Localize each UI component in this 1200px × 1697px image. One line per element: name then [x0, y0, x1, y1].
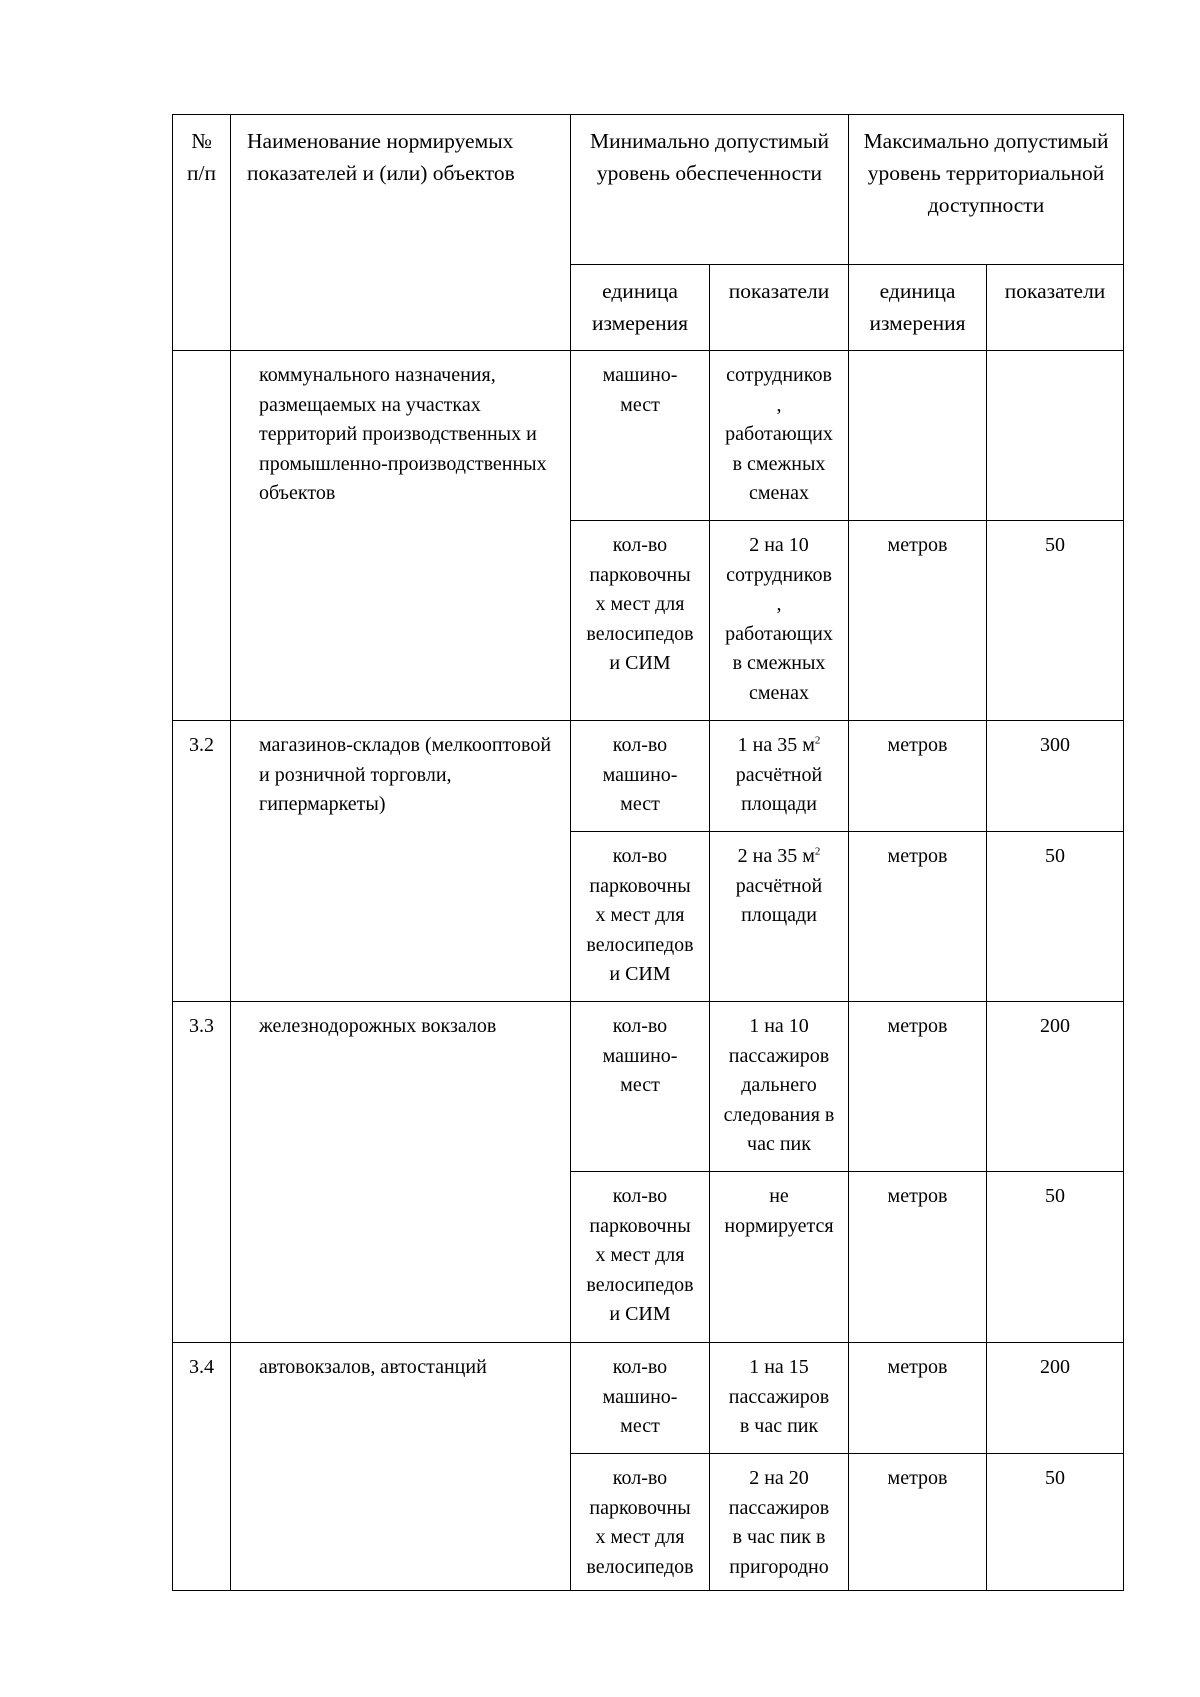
max-unit: метров	[849, 1172, 987, 1343]
object-name: железнодорожных вокзалов	[231, 1002, 571, 1343]
min-value: не нормируется	[710, 1172, 849, 1343]
min-value-text: расчётной площади	[735, 763, 823, 816]
max-value: 50	[987, 521, 1124, 721]
header-num: № п/п	[173, 115, 231, 351]
max-value: 200	[987, 1343, 1124, 1454]
min-value: 2 на 10 сотрудников , работающих в смежных сменах	[710, 521, 849, 721]
min-unit: машино- мест	[571, 351, 710, 521]
header-max-group: Максимально допустимый уровень территориальной доступности	[849, 115, 1124, 265]
min-unit: кол-во машино- мест	[571, 1002, 710, 1172]
max-value	[987, 351, 1124, 521]
max-unit: метров	[849, 1002, 987, 1172]
norms-table	[172, 114, 1124, 1591]
min-value: 1 на 15 пассажиров в час пик	[710, 1343, 849, 1454]
object-name: коммунального назначения, размещаемых на участках территорий производственных и промышленно-производственных объектов	[231, 351, 571, 721]
max-value: 300	[987, 721, 1124, 832]
row-number	[173, 351, 231, 721]
header-max-value: показатели	[987, 265, 1124, 351]
header-row	[173, 115, 1124, 265]
min-unit: кол-во парковочны х мест для велосипедов и СИМ	[571, 1172, 710, 1343]
max-unit: метров	[849, 721, 987, 832]
min-value: сотрудников , работающих в смежных сменах	[710, 351, 849, 521]
min-value	[710, 721, 849, 832]
min-value-text: 1 на 35 м	[737, 734, 815, 756]
superscript: 2	[814, 845, 821, 858]
max-value: 50	[987, 1454, 1124, 1591]
min-unit: кол-во машино- мест	[571, 1343, 710, 1454]
table-row	[173, 351, 1124, 521]
min-value: 1 на 10 пассажиров дальнего следования в час пик	[710, 1002, 849, 1172]
table-row	[173, 1343, 1124, 1454]
min-value	[710, 832, 849, 1002]
min-unit: кол-во парковочны х мест для велосипедов и СИМ	[571, 521, 710, 721]
max-unit: метров	[849, 521, 987, 721]
min-value-text: 2 на 35 м	[737, 845, 815, 867]
row-number: 3.2	[173, 721, 231, 1002]
header-min-value: показатели	[710, 265, 849, 351]
min-value: 2 на 20 пассажиров в час пик в пригородно	[710, 1454, 849, 1591]
min-unit: кол-во парковочны х мест для велосипедов	[571, 1454, 710, 1591]
header-name: Наименование нормируемых показателей и (или) объектов	[231, 115, 571, 351]
min-unit: кол-во парковочны х мест для велосипедов и СИМ	[571, 832, 710, 1002]
max-unit: метров	[849, 832, 987, 1002]
max-value: 50	[987, 832, 1124, 1002]
max-unit	[849, 351, 987, 521]
object-name: магазинов-складов (мелкооптовой и розничной торговли, гипермаркеты)	[231, 721, 571, 1002]
row-number: 3.3	[173, 1002, 231, 1343]
max-value: 50	[987, 1172, 1124, 1343]
max-value: 200	[987, 1002, 1124, 1172]
table-row	[173, 721, 1124, 832]
object-name: автовокзалов, автостанций	[231, 1343, 571, 1591]
header-min-unit: единица измерения	[571, 265, 710, 351]
max-unit: метров	[849, 1343, 987, 1454]
header-min-group: Минимально допустимый уровень обеспеченности	[571, 115, 849, 265]
min-value-text: расчётной площади	[735, 874, 823, 927]
max-unit: метров	[849, 1454, 987, 1591]
row-number: 3.4	[173, 1343, 231, 1591]
min-unit: кол-во машино- мест	[571, 721, 710, 832]
header-max-unit: единица измерения	[849, 265, 987, 351]
table-row	[173, 1002, 1124, 1172]
superscript: 2	[814, 734, 821, 747]
